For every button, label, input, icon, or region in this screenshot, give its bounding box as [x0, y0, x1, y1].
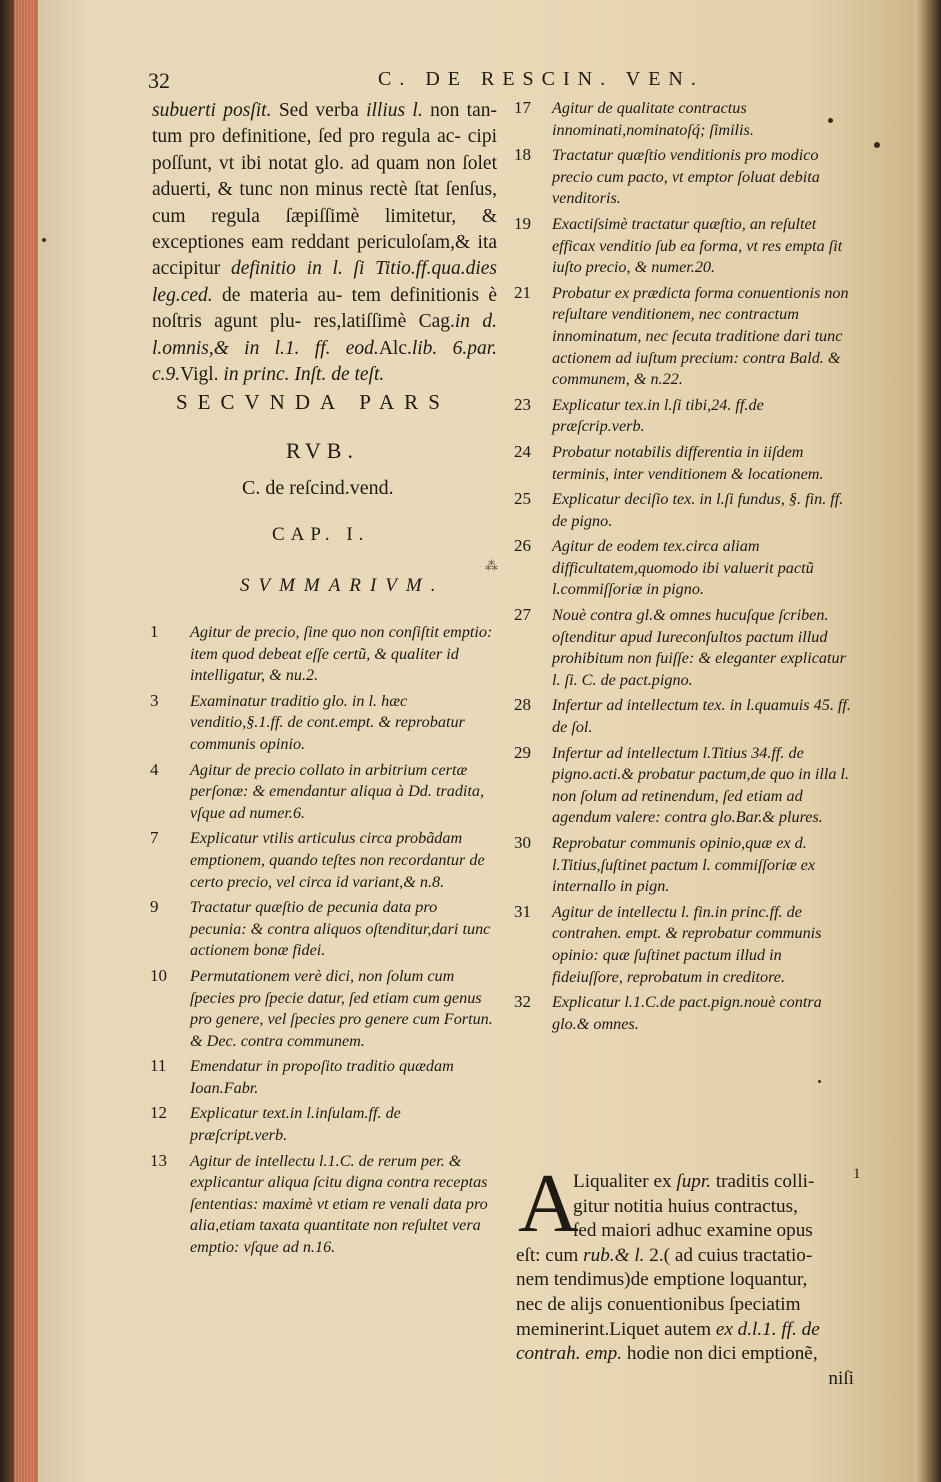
main-text-line: [516, 1170, 854, 1195]
text-segment: non ſolet aduerti, & tunc non minus: [152, 152, 497, 201]
summary-number: 30: [514, 833, 531, 852]
summary-number: 32: [514, 992, 531, 1012]
summary-item: [148, 760, 497, 825]
summary-text: Probatur notabilis differentia in iiſdem terminis, inter venditionem & locationem.: [552, 442, 824, 483]
summary-item: [148, 1056, 497, 1099]
summary-text: Probatur ex prædicta forma conuentionis non reſultare venditionem, nec contractum innominatum, nec ſecuta traditione dari tunc actionem ad iuſtum precium: contra Bald. & communem, & n.22.: [552, 283, 849, 389]
summary-item: [512, 695, 855, 738]
book-gutter: [915, 0, 941, 1482]
summary-item: [512, 743, 855, 829]
summary-number: 18: [514, 145, 531, 165]
text-segment: rectè ſtat ſenſus, cum regula ſæpiſſimè: [152, 179, 498, 227]
summary-text: Explicatur text.in l.inſulam.ff. de præſcript.verb.: [190, 1104, 401, 1145]
main-text-line: [516, 1367, 854, 1392]
left-paragraph: [152, 98, 497, 388]
summary-text: Agitur de precio, ſine quo non conſiſtit emptio: item quod debeat eſſe certũ, & qualiter id intelligatur, & nu.2.: [190, 623, 493, 685]
text-segment: gitur notitia huius contractus,: [573, 1195, 798, 1217]
summary-item: [512, 395, 855, 438]
running-head: C. DE RESCIN. VEN.: [378, 68, 704, 90]
text-segment: 2.( ad cuius tractatio-: [644, 1244, 813, 1266]
summary-number: 17: [514, 98, 531, 117]
text-segment: tum pro definitione, ſed pro regula ac-: [152, 126, 461, 148]
summary-item: [512, 605, 855, 691]
summary-text: Agitur de intellectu l. fin.in princ.ff. de contrahen. empt. & reprobatur communis opinio: quæ ſuſtinet pactum illud in fideiuſſore, reprobatum in creditore.: [552, 902, 822, 986]
summarium-title: SVMMARIVM.: [240, 575, 445, 596]
summary-item: [512, 992, 855, 1035]
text-segment: subuerti posſit.: [152, 100, 272, 121]
summary-item: [148, 1103, 497, 1146]
summary-item: [512, 442, 855, 485]
text-segment: periculoſam,& ita accipitur: [152, 232, 498, 280]
main-text-line: [516, 1195, 854, 1220]
text-segment: non tan-: [422, 100, 497, 121]
summary-text: Tractatur quæſtio venditionis pro modico precio cum pacto, vt emptor ſoluat debita venditoris.: [552, 146, 820, 208]
summary-item: [148, 897, 497, 962]
summary-item: [512, 833, 855, 898]
text-segment: rub.& l.: [583, 1244, 645, 1266]
summary-text: Nouè contra gl.& omnes hucuſque ſcriben. oſtenditur apud Iureconſultos pactum illud prohibitum non fuiſſe: & eleganter explicatur l. ſi. C. de pact.pigno.: [552, 606, 846, 689]
summary-number: 27: [514, 605, 531, 625]
text-segment: ſupr.: [676, 1171, 712, 1192]
summary-text: Permutationem verè dici, non ſolum cum ſpecies pro ſpecie datur, ſed etiam cum genus pro genere, vel ſpecies pro genere cum Fortun. & Dec. contra communem.: [190, 966, 493, 1050]
summary-number: 24: [514, 441, 531, 461]
summary-item: [148, 1151, 497, 1259]
text-segment: traditis colli-: [711, 1171, 815, 1192]
summary-item: [512, 283, 855, 391]
summary-number: 31: [514, 901, 531, 921]
main-text-line: [516, 1318, 854, 1343]
summary-text: Agitur de qualitate contractus innominati,nominatoſq́; ſimilis.: [552, 99, 754, 139]
margin-number: 1: [853, 1166, 861, 1182]
summary-number: 9: [150, 897, 159, 917]
main-text-line: [516, 1342, 854, 1367]
text-segment: hodie non dici emptionẽ,: [622, 1343, 818, 1365]
summary-number: 3: [150, 690, 159, 710]
summary-text: Infertur ad intellectum tex. in l.quamuis 45. ff. de ſol.: [552, 696, 851, 737]
summary-item: [512, 489, 855, 532]
text-segment: lib. 6.par. c.9.: [152, 337, 497, 386]
summary-number: 13: [150, 1150, 167, 1170]
summary-text: Exactiſsimè tractatur quæſtio, an reſultet efficax venditio ſub ea forma, vt res empta ſit iuſto precio, & numer.20.: [552, 214, 843, 277]
text-segment: nec de alijs conuentionibus ſpeciatim: [516, 1293, 801, 1315]
summary-number: 1: [150, 622, 159, 641]
summary-text: Emendatur in propoſito traditio quædam Ioan.Fabr.: [190, 1057, 454, 1097]
summary-text: Tractatur quæſtio de pecunia data pro pecunia: & contra aliquos oſtenditur,dari tunc actionem bonæ fidei.: [190, 898, 491, 960]
summary-number: 21: [514, 282, 531, 302]
text-segment: ſed maiori adhuc examine opus: [573, 1220, 813, 1242]
text-segment: in d. l.omnis,& in l.1. ff.: [152, 311, 497, 359]
summary-number: 29: [514, 742, 531, 762]
summary-number: 12: [150, 1103, 167, 1123]
summary-text: Agitur de precio collato in arbitrium certæ perſonæ: & emendantur aliqua à Dd. tradita, vſque ad numer.6.: [190, 760, 485, 822]
text-segment: Liqualiter ex: [573, 1171, 677, 1192]
text-segment: niſi: [828, 1367, 854, 1389]
summary-item: [148, 966, 497, 1052]
summary-text: Examinatur traditio glo. in l. hæc venditio,§.1.ff. de cont.empt. & reprobatur communis opinio.: [190, 691, 465, 753]
text-segment: ex d.l.1. ff. de: [715, 1318, 820, 1340]
text-segment: definitio in l.: [230, 258, 343, 280]
marginal-ornament: ⁂: [485, 558, 498, 573]
summary-number: 10: [150, 965, 167, 985]
left-column-text: [152, 98, 497, 388]
main-text-line: [516, 1293, 854, 1318]
text-segment: Vigl.: [180, 364, 224, 386]
summary-list-right: [512, 98, 855, 1039]
summary-item: [148, 828, 497, 893]
summary-text: Explicatur deciſio tex. in l.ſi fundus, §. fin. ff. de pigno.: [552, 490, 844, 530]
summary-item: [512, 214, 855, 279]
text-segment: cipi poſſunt, vt ibi notat glo. ad quam: [152, 126, 498, 174]
summary-number: 19: [514, 213, 531, 233]
summary-text: Explicatur vtilis articulus circa probãdam emptionem, quando teſtes non recordantur de certo precio, vel circa id variant,& n.8.: [190, 829, 485, 891]
main-text: [516, 1157, 854, 1391]
page-header: [148, 68, 860, 96]
summary-number: 4: [150, 759, 159, 779]
text-segment: limitetur, & exceptiones eam reddant: [152, 205, 498, 254]
text-segment: de materia au-: [212, 284, 343, 306]
rub-title: RVB.: [286, 438, 359, 463]
summary-text: Reprobatur communis opinio,quæ ex d. l.Titius,ſuſtinet pactum l. commiſſoriæ ex internallo in pign.: [552, 834, 816, 896]
summary-item: [512, 98, 855, 141]
part-title: SECVNDA PARS: [176, 390, 450, 414]
summary-list-left: [148, 622, 497, 1263]
main-text-line: [516, 1268, 854, 1293]
summary-item: [512, 536, 855, 601]
book-fore-edge: [0, 0, 38, 1482]
summary-text: Explicatur tex.in l.ſi tibi,24. ff.de præſcrip.verb.: [552, 395, 764, 436]
text-segment: de teſt.: [331, 364, 385, 386]
summary-number: 7: [150, 828, 159, 848]
text-segment: nem tendimus)de emptione loquantur,: [516, 1269, 808, 1291]
text-segment: in princ. Inſt.: [223, 364, 327, 386]
text-segment: illius l.: [366, 100, 423, 121]
text-segment: Alc.: [378, 337, 412, 359]
summary-number: 11: [150, 1056, 167, 1076]
text-segment: eod.: [345, 337, 379, 359]
drop-cap: A: [518, 1157, 579, 1250]
text-segment: contrah. emp.: [516, 1343, 623, 1365]
summary-item: [148, 622, 497, 687]
summary-text: Infertur ad intellectum l.Titius 34.ff. de pigno.acti.& probatur pactum,de quo in illa l. non ſolum ad retinendum, ſed etiam ad agendum valere: contra glo.Bar.& plures.: [552, 743, 850, 827]
rub-subtitle: C. de reſcind.vend.: [242, 477, 394, 499]
summary-text: Agitur de intellectu l.1.C. de rerum per. & explicantur aliqua ſcitu digna contra receptas ſententias: maximè vt etiam re venali data pro alia,etiam taxata quantitate non reſultet vera emptio: vſque ad n.16.: [190, 1151, 488, 1257]
summary-number: 25: [514, 489, 531, 509]
summary-item: [512, 902, 855, 988]
summary-item: [148, 691, 497, 756]
page-number: 32: [148, 68, 170, 93]
summary-item: [512, 145, 855, 210]
text-segment: tem definitionis è noſtris agunt plu-: [152, 284, 497, 333]
text-segment: meminerint.Liquet autem: [516, 1318, 716, 1340]
summary-number: 28: [514, 695, 531, 715]
summary-text: Explicatur l.1.C.de pact.pign.nouè contra glo.& omnes.: [552, 993, 822, 1033]
main-text-line: [516, 1244, 854, 1269]
text-segment: Sed verba: [271, 100, 367, 121]
text-segment: res,latiſſimè Cag.: [313, 311, 455, 333]
text-segment: ſi Titio.ff.qua.dies leg.ced.: [152, 258, 497, 306]
chapter-title: CAP. I.: [272, 524, 370, 545]
text-segment: eſt: cum: [516, 1244, 584, 1266]
main-text-line: [516, 1219, 854, 1244]
summary-text: Agitur de eodem tex.circa aliam difficultatem,quomodo ibi valuerit pactũ l.commiſſoriæ in pigno.: [552, 537, 814, 599]
summary-number: 26: [514, 536, 531, 556]
summary-number: 23: [514, 394, 531, 414]
